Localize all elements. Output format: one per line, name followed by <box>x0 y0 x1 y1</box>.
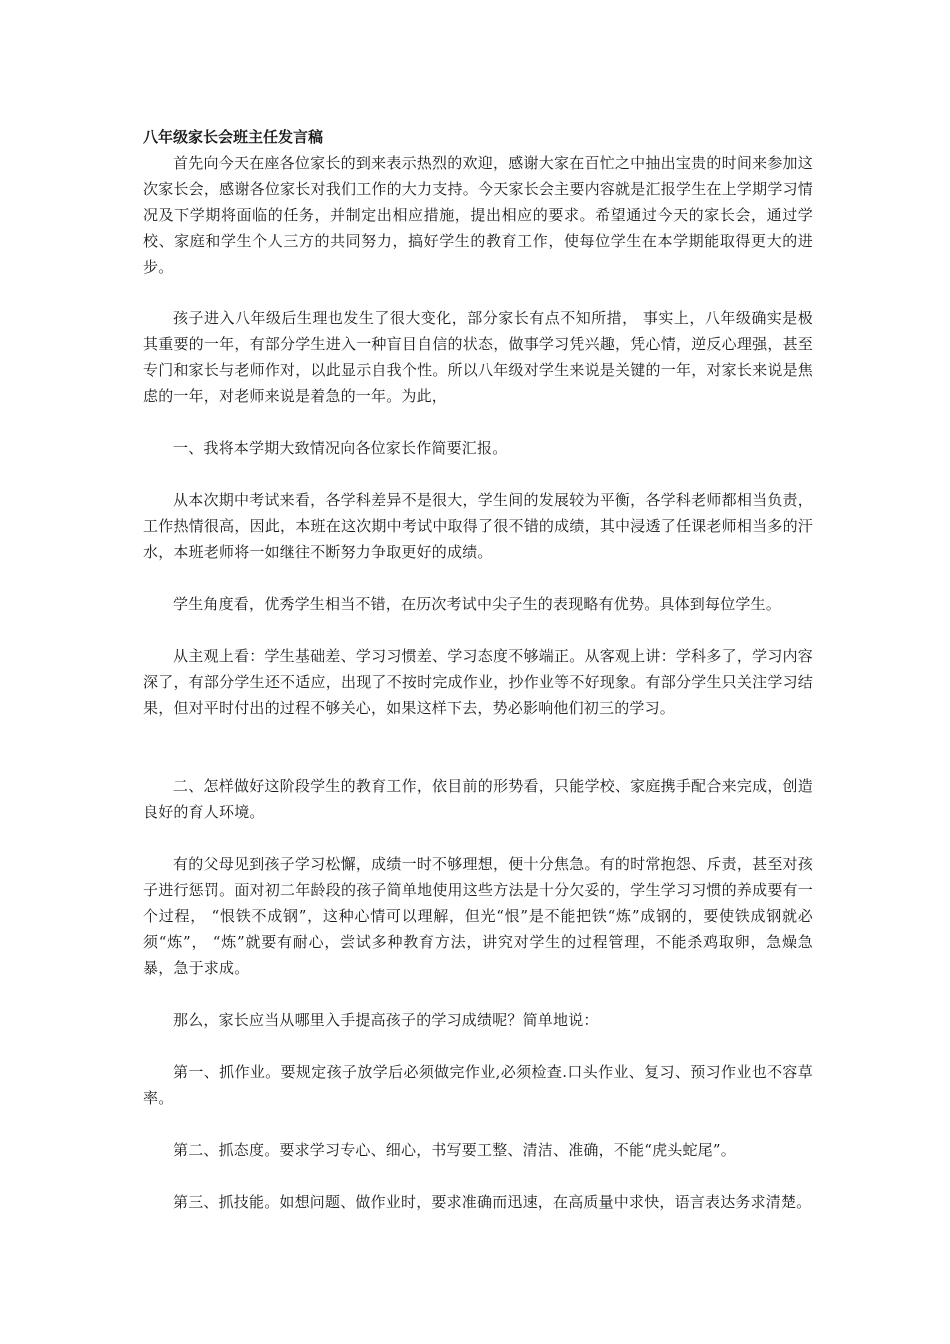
paragraph-subjective-objective: 从主观上看：学生基础差、学习习惯差、学习态度不够端正。从客观上讲：学科多了，学习内容深了，有部分学生还不适应，出现了不按时完成作业，抄作业等不好现象。有部分学生只关注学习结果，但对平时付出的过程不够关心，如果这样下去，势必影响他们初三的学习。 <box>143 647 813 717</box>
paragraph-point-skills: 第三、抓技能。如想问题、做作业时，要求准确而迅速，在高质量中求快，语言表达务求清楚。 <box>173 1193 812 1211</box>
paragraph-midterm-results: 从本次期中考试来看，各学科差异不是很大，学生间的发展较为平衡，各学科老师都相当负责，工作热情很高，因此，本班在这次期中考试中取得了很不错的成绩，其中浸透了任课老师相当多的汗水，本班老师将一如继往不断努力争取更好的成绩。 <box>143 491 813 561</box>
paragraph-point-attitude: 第二、抓态度。要求学习专心、细心，书写要工整、清洁、准确，不能“虎头蛇尾”。 <box>173 1141 736 1159</box>
paragraph-welcome: 首先向今天在座各位家长的到来表示热烈的欢迎，感谢大家在百忙之中抽出宝贵的时间来参加这次家长会，感谢各位家长对我们工作的大力支持。今天家长会主要内容就是汇报学生在上学期学习情况及下学期将面临的任务，并制定出相应措施，提出相应的要求。希望通过今天的家长会，通过学校、家庭和学生个人三方的共同努力，搞好学生的教育工作，使每位学生在本学期能取得更大的进步。 <box>143 154 813 276</box>
document-title: 八年级家长会班主任发言稿 <box>143 128 324 146</box>
paragraph-parents-anxiety: 有的父母见到孩子学习松懈，成绩一时不够理想，便十分焦急。有的时常抱怨、斥责，甚至对孩子进行惩罚。面对初二年龄段的孩子简单地使用这些方法是十分欠妥的，学生学习习惯的养成要有一个过程， “恨铁不成钢”，这种心情可以理解，但光“恨”是不能把铁“炼”成钢的，要使铁成钢就必须“炼”， “炼”就要有耐心，尝试多种教育方法，讲究对学生的过程管理，不能杀鸡取卵，急燥急暴，急于求成。 <box>143 855 813 977</box>
paragraph-how-to-start: 那么，家长应当从哪里入手提高孩子的学习成绩呢？简单地说： <box>173 1011 599 1029</box>
paragraph-student-perspective: 学生角度看，优秀学生相当不错，在历次考试中尖子生的表现略有优势。具体到每位学生。 <box>173 595 782 613</box>
paragraph-section-one-heading: 一、我将本学期大致情况向各位家长作简要汇报。 <box>173 439 508 457</box>
document-page <box>143 124 813 1215</box>
paragraph-point-homework: 第一、抓作业。要规定孩子放学后必须做完作业,必须检查.口头作业、复习、预习作业也不容草率。 <box>143 1063 813 1107</box>
paragraph-grade-eight-changes: 孩子进入八年级后生理也发生了很大变化，部分家长有点不知所措， 事实上，八年级确实是极其重要的一年，有部分学生进入一种盲目自信的状态，做事学习凭兴趣，凭心情，逆反心理强，甚至专门和家长与老师作对，以此显示自我个性。所以八年级对学生来说是关键的一年，对家长来说是焦虑的一年，对老师来说是着急的一年。为此， <box>143 309 813 405</box>
paragraph-section-two-heading: 二、怎样做好这阶段学生的教育工作，依目前的形势看，只能学校、家庭携手配合来完成，创造良好的育人环境。 <box>143 777 813 821</box>
